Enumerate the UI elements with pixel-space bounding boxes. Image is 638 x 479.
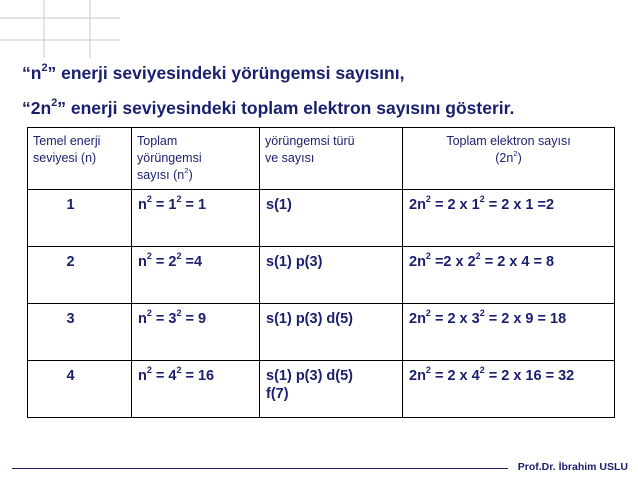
table-row	[28, 247, 615, 304]
header-orbital-types: yörüngemsi türü ve sayısı	[260, 128, 403, 190]
cell-types: s(1) p(3) d(5) f(7)	[260, 361, 403, 418]
cell-orbitals: $n^2 = 1^2 = 1$	[132, 190, 260, 247]
cell-types: s(1) p(3)	[260, 247, 403, 304]
header-total-electrons: Toplam elektron sayısı $(2n^2)$	[403, 128, 615, 190]
corner-grid-decoration	[0, 0, 120, 58]
table-row	[28, 190, 615, 247]
table-header-row	[28, 128, 615, 190]
header-energy-level: Temel enerji seviyesi (n)	[28, 128, 132, 190]
cell-electrons: $2n^2 =2$ x $2^2 = 2$ x 4 = 8	[403, 247, 615, 304]
cell-orbitals: $n^2 = 3^2 = 9$	[132, 304, 260, 361]
cell-electrons: $2n^2 = 2$ x $4^2 = 2$ x 16 = 32	[403, 361, 615, 418]
heading-line-1: “$n^2$” enerji seviyesindeki yörüngemsi sayısını,	[22, 61, 405, 83]
cell-orbitals: $n^2 = 2^2 =4$	[132, 247, 260, 304]
header-total-orbitals: Toplam yörüngemsi sayısı $(n^2)$	[132, 128, 260, 190]
cell-n: 4	[28, 361, 132, 418]
cell-electrons: $2n^2 = 2$ x $3^2 = 2$ x 9 = 18	[403, 304, 615, 361]
heading-line-2: “$2n^2$” enerji seviyesindeki toplam elektron sayısını gösterir.	[22, 96, 515, 118]
cell-n: 1	[28, 190, 132, 247]
footer-divider	[12, 468, 508, 469]
cell-n: 3	[28, 304, 132, 361]
cell-n: 2	[28, 247, 132, 304]
cell-orbitals: $n^2 = 4^2 = 16$	[132, 361, 260, 418]
energy-level-table	[27, 127, 615, 418]
cell-types: s(1) p(3) d(5)	[260, 304, 403, 361]
cell-electrons: $2n^2 = 2$ x $1^2 = 2$ x 1 =2	[403, 190, 615, 247]
table-row	[28, 361, 615, 418]
cell-types: s(1)	[260, 190, 403, 247]
footer-author: Prof.Dr. İbrahim USLU	[517, 461, 628, 473]
table-row	[28, 304, 615, 361]
